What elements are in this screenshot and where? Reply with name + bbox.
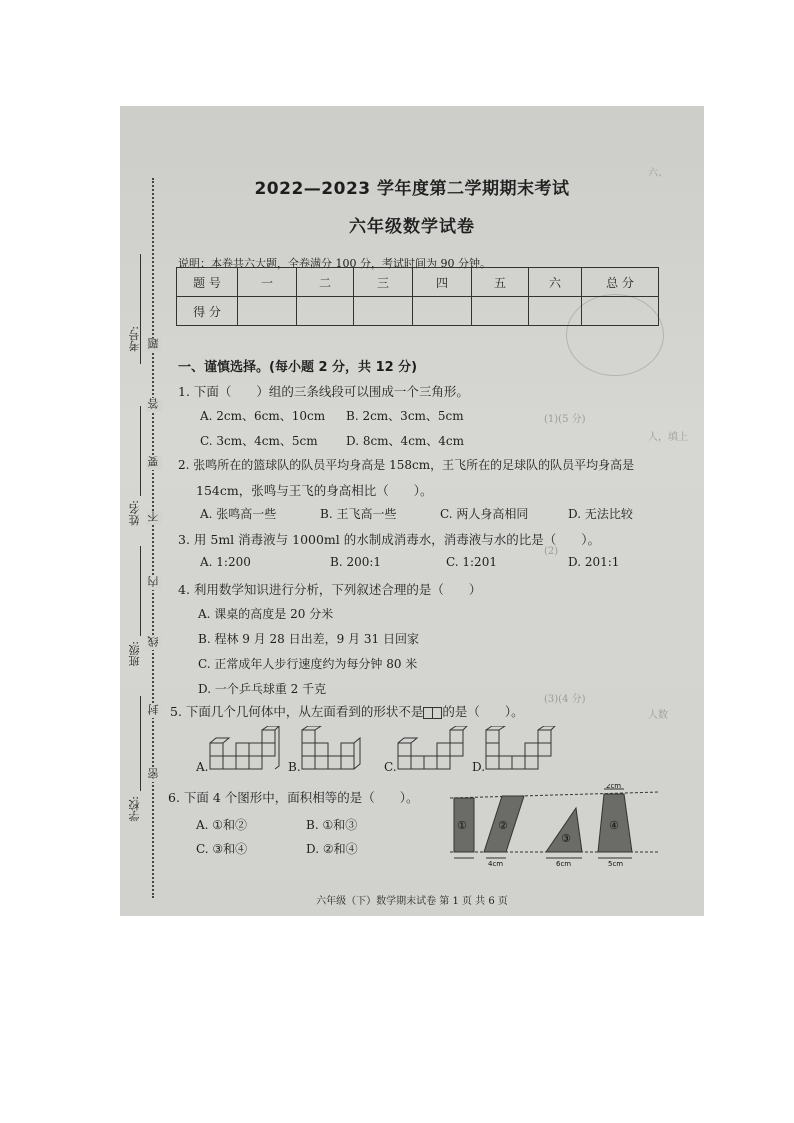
page-footer: 六年级（下）数学期末试卷 第 1 页 共 6 页 [316,896,508,907]
name-label: 姓名: [128,500,141,526]
question-4-stem: 4. 利用数学知识进行分析，下列叙述合理的是（ ） [178,582,482,597]
score-input-cell[interactable] [297,297,354,326]
score-table-score-row [177,297,659,326]
q3-option-c[interactable]: C. 1:201 [446,555,497,569]
two-square-shape-icon [423,707,442,719]
q6-option-b[interactable]: B. ①和③ [306,818,358,832]
table-cell: 三 [354,268,413,297]
cube-figure-b [300,726,372,772]
q1-option-b[interactable]: B. 2cm、3cm、5cm [346,409,464,423]
q1-option-c[interactable]: C. 3cm、4cm、5cm [200,434,318,448]
area-shapes-figure [448,784,662,868]
q2-option-b[interactable]: B. 王飞高一些 [320,507,397,521]
seal-char: 内 [146,576,162,590]
question-2-stem: 2. 张鸣所在的篮球队的队员平均身高是 158cm，王飞所在的足球队的队员平均身高是 [178,458,635,472]
q2-option-d[interactable]: D. 无法比较 [568,507,633,521]
question-2-stem-cont: 154cm，张鸣与王飞的身高相比（ ）。 [196,483,433,498]
table-cell: 得 分 [177,297,238,326]
q1-option-d[interactable]: D. 8cm、4cm、4cm [346,434,465,448]
exam-instructions: 说明：本卷共六大题，全卷满分 100 分，考试时间为 90 分钟。 [178,257,491,270]
bleed-text: 人，填上 [648,432,688,443]
table-cell: 四 [413,268,472,297]
q6-option-c[interactable]: C. ③和④ [196,842,248,856]
seal-char: 封 [146,704,162,718]
dim-label: 4cm [488,860,504,868]
class-label: 班级: [128,641,141,667]
dim-label: 5cm [608,860,624,868]
score-table-header-row [177,268,659,297]
score-input-cell[interactable] [238,297,297,326]
exam-paper [120,106,704,916]
score-table [176,267,659,326]
score-input-cell[interactable] [529,297,582,326]
school-label: 学校: [128,796,141,822]
q3-option-a[interactable]: A. 1:200 [200,555,251,569]
q6-option-a[interactable]: A. ①和② [196,818,248,832]
q4-option-b[interactable]: B. 程林 9 月 28 日出差，9 月 31 日回家 [198,632,419,646]
q5-stem-pre: 5. 下面几个几何体中，从左面看到的形状不是 [170,704,424,719]
score-input-cell[interactable] [413,297,472,326]
seal-char: 要 [146,456,162,470]
cube-figure-a [208,726,280,772]
table-cell: 一 [238,268,297,297]
question-5-stem [170,702,524,720]
shape-mark-3: ③ [561,832,571,845]
table-cell: 五 [472,268,529,297]
q3-option-b[interactable]: B. 200:1 [330,555,382,569]
q1-option-a[interactable]: A. 2cm、6cm、10cm [200,409,326,423]
question-1-stem: 1. 下面（ ）组的三条线段可以围成一个三角形。 [178,384,469,399]
table-cell: 二 [297,268,354,297]
shape-mark-1: ① [457,819,467,832]
q5-stem-post: 的是（ ）。 [442,704,524,719]
question-6-stem: 6. 下面 4 个图形中，面积相等的是（ ）。 [168,790,419,805]
q3-option-d[interactable]: D. 201:1 [568,555,620,569]
table-cell: 六 [529,268,582,297]
bleed-text: (2) [544,546,559,557]
score-input-cell[interactable] [354,297,413,326]
table-cell: 总 分 [582,268,659,297]
cube-figure-c [396,726,468,772]
seal-char: 线 [146,636,162,650]
seal-char: 密 [146,768,162,782]
bleed-text: 人数 [648,710,668,721]
score-input-cell[interactable] [472,297,529,326]
cube-figure-d [484,726,556,772]
name-line [140,406,141,496]
shape-mark-2: ② [498,819,508,832]
shape-mark-4: ④ [609,819,619,832]
q5-option-c[interactable]: C. [384,760,397,774]
section-heading: 一、谨慎选择。(每小题 2 分，共 12 分) [178,360,418,375]
seal-char: 答 [146,398,162,412]
bleed-text: (3)(4 分) [544,694,586,705]
q5-option-b[interactable]: B. [288,760,301,774]
school-line [140,696,141,791]
dim-label: 2cm [606,784,622,790]
table-cell: 题 号 [177,268,238,297]
score-input-cell[interactable] [582,297,659,326]
seal-char: 不 [146,511,162,525]
exam-title: 2022—2023 学年度第二学期期末考试 [254,179,570,199]
q4-option-a[interactable]: A. 课桌的高度是 20 分米 [198,607,334,621]
binding-dotted-line [152,178,154,898]
bleed-text: 六、 [648,168,668,179]
question-3-stem: 3. 用 5ml 消毒液与 1000ml 的水制成消毒水，消毒液与水的比是（ ）。 [178,532,601,547]
bleed-text: (1)(5 分) [544,414,586,425]
dim-label: 6cm [556,860,572,868]
q4-option-c[interactable]: C. 正常成年人步行速度约为每分钟 80 米 [198,657,418,671]
exam-no-label: 考号: [128,326,141,352]
q2-option-c[interactable]: C. 两人身高相同 [440,507,529,521]
q5-option-d[interactable]: D. [472,760,486,774]
exam-subtitle: 六年级数学试卷 [349,217,475,237]
q5-option-a[interactable]: A. [196,760,209,774]
seal-char: 题 [146,338,162,352]
exam-no-line [140,254,141,364]
q6-option-d[interactable]: D. ②和④ [306,842,358,856]
class-line [140,546,141,636]
q4-option-d[interactable]: D. 一个乒乓球重 2 千克 [198,682,327,696]
q2-option-a[interactable]: A. 张鸣高一些 [200,507,277,521]
